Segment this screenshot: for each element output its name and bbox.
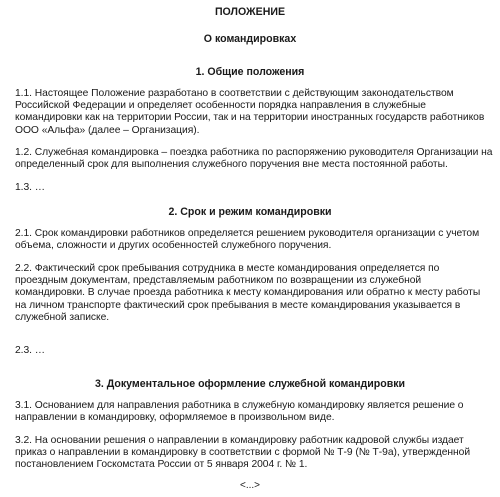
text-line: приказ о направлении в командировку в соответствии с формой № Т-9 (№ Т-9а), утвержденной <box>15 447 471 459</box>
text-line: командировки. В случае проезда работника к месту командирования или обратно к месту работы <box>15 287 481 299</box>
text-line: 3.1. Основанием для направления работника в служебную командировку является решение о <box>15 400 464 411</box>
paragraph-1-3 <box>15 182 489 194</box>
text-line: 3.2. На основании решения о направлении в командировку работник кадровой службы издает <box>15 435 464 446</box>
section-heading-2: 2. Срок и режим командировки <box>168 206 332 218</box>
text-line: ООО «Альфа» (далее – Организация). <box>15 124 200 136</box>
paragraph-1-1 <box>15 88 489 137</box>
document-title: ПОЛОЖЕНИЕ <box>214 6 286 18</box>
paragraph-3-1 <box>15 400 489 424</box>
text-line: 2.2. Фактический срок пребывания сотрудника в месте командирования определяется по <box>15 263 440 274</box>
text-line: 1.1. Настоящее Положение разработано в соответствии с действующим законодательством <box>15 88 454 99</box>
text-line: проездным документам, представляемым работником по возвращении из служебной <box>15 275 422 287</box>
text-line: Российской Федерации и определяет особенности порядка направления в служебные <box>15 100 426 112</box>
paragraph-2-2 <box>15 263 489 324</box>
text-line: на личном транспорте фактический срок пребывания в месте командирования указывается в <box>15 299 461 311</box>
document-subtitle: О командировках <box>203 33 297 45</box>
section-heading-1: 1. Общие положения <box>195 66 305 78</box>
text-line: 2.1. Срок командировки работников определяется решением руководителя организации с учетом <box>15 228 480 239</box>
text-line: командировки как на территории России, так и на территории иностранных государств работников <box>15 112 485 124</box>
paragraph-2-1 <box>15 228 489 252</box>
section-heading-3: 3. Документальное оформление служебной командировки <box>94 378 406 390</box>
text-line: 1.3. … <box>15 182 46 193</box>
paragraph-1-2 <box>15 147 493 171</box>
text-line: направлении в командировку, оформляемое в произвольном виде. <box>15 412 335 424</box>
text-line: 1.2. Служебная командировка – поездка работника по распоряжению руководителя Организации на <box>15 147 493 158</box>
paragraph-2-3 <box>15 345 489 357</box>
text-line: постановлением Госкомстата России от 5 января 2004 г. № 1. <box>15 459 308 471</box>
text-line: 2.3. … <box>15 345 46 356</box>
text-line: объема, сложности и других особенностей служебного поручения. <box>15 240 332 252</box>
omission-mark: <...> <box>239 480 260 491</box>
paragraph-3-2 <box>15 435 489 472</box>
text-line: определенный срок для выполнения служебного поручения вне места постоянной работы. <box>15 159 448 171</box>
text-line: служебной записке. <box>15 311 110 323</box>
